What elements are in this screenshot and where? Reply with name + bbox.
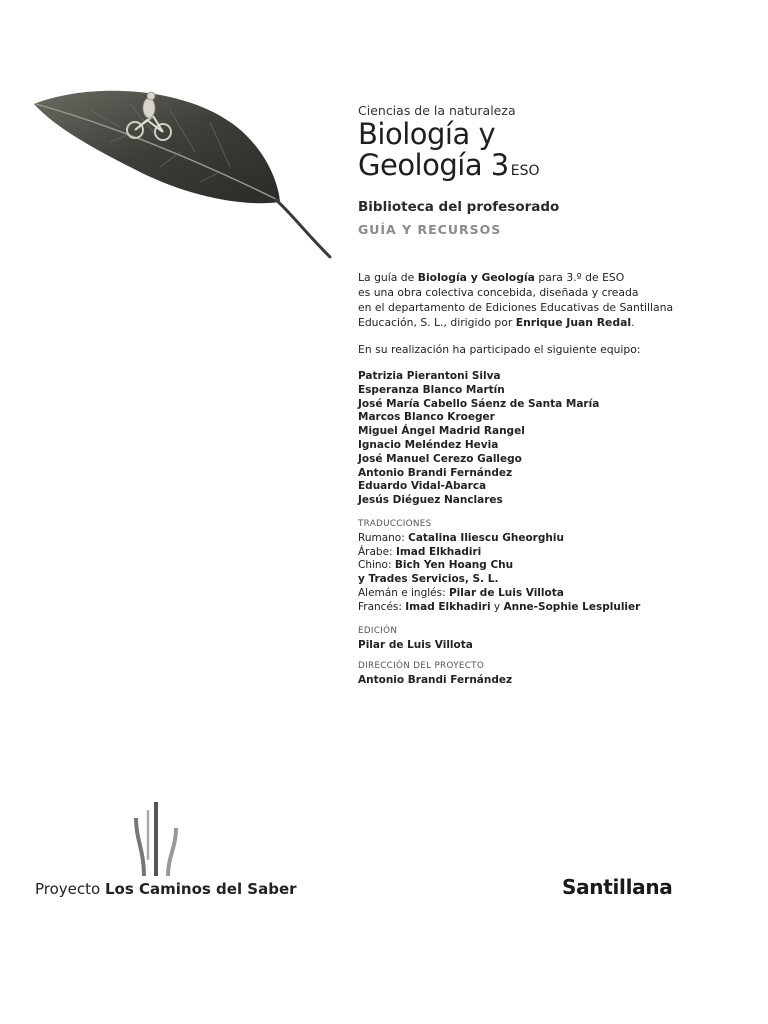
project-name <box>35 880 297 898</box>
language-label: Árabe: <box>358 545 396 558</box>
project-prefix: Proyecto <box>35 880 105 898</box>
title-line-2 <box>358 150 540 187</box>
publisher-logo: Santillana <box>562 875 673 899</box>
team-member: José Manuel Cerezo Gallego <box>358 452 522 465</box>
team-member: Antonio Brandi Fernández <box>358 466 513 479</box>
team-member: Miguel Ángel Madrid Rangel <box>358 425 525 438</box>
intro-text: . <box>631 316 635 329</box>
team-member: Esperanza Blanco Martín <box>358 383 505 396</box>
translator-name: Imad Elkhadiri <box>405 600 491 613</box>
translator-name: Anne-Sophie Lesplulier <box>503 600 641 613</box>
direction-label: DIRECCIÓN DEL PROYECTO <box>358 661 485 671</box>
library-label: Biblioteca del profesorado <box>358 199 560 215</box>
translator-name: Catalina Iliescu Gheorghiu <box>408 531 564 544</box>
intro-text: para 3.º de ESO <box>534 271 625 284</box>
team-member: Patrizia Pierantoni Silva <box>358 370 501 382</box>
intro-subject: Biología y Geología <box>417 271 535 284</box>
translator-name: y Trades Servicios, S. L. <box>358 573 499 586</box>
intro-text: en el departamento de Ediciones Educativas de Santillana <box>358 301 674 314</box>
team-member: José María Cabello Sáenz de Santa María <box>358 397 600 410</box>
translator-name: Pilar de Luis Villota <box>448 586 564 599</box>
direction-section <box>358 659 512 687</box>
team-member: Ignacio Meléndez Hevia <box>358 438 499 451</box>
language-label: Rumano: <box>358 531 409 544</box>
team-list <box>358 370 599 508</box>
language-label: Chino: <box>358 559 395 572</box>
leaf-with-cyclist-illustration <box>30 82 340 267</box>
translations-label: TRADUCCIONES <box>358 519 432 529</box>
conjunction: y <box>490 600 504 613</box>
translator-name: Bich Yen Hoang Chu <box>394 559 514 572</box>
translator-name: Imad Elkhadiri <box>395 545 482 558</box>
caminos-logo-icon <box>130 800 182 878</box>
project-title: Los Caminos del Saber <box>104 880 297 898</box>
language-label: Francés: <box>358 600 406 613</box>
subject-label: Ciencias de la naturaleza <box>358 103 516 118</box>
intro-text: es una obra colectiva concebida, diseñada y creada <box>358 286 639 299</box>
intro-paragraph <box>358 270 673 330</box>
edition-label: EDICIÓN <box>358 626 398 636</box>
book-title <box>358 119 540 187</box>
team-member: Jesús Diéguez Nanclares <box>358 494 503 507</box>
title-line-1: Biología y <box>358 117 496 151</box>
title-line-2-text: Geología 3 <box>358 148 509 182</box>
team-member: Eduardo Vidal-Abarca <box>358 480 487 493</box>
editor-name: Pilar de Luis Villota <box>358 639 473 651</box>
intro-text: La guía de <box>358 271 418 284</box>
language-label: Alemán e inglés: <box>358 586 449 599</box>
title-suffix: ESO <box>510 163 540 179</box>
translations-section <box>358 518 640 615</box>
team-intro: En su realización ha participado el siguiente equipo: <box>358 343 641 356</box>
edition-section <box>358 624 473 652</box>
director-name: Antonio Brandi Fernández <box>358 674 513 686</box>
team-member: Marcos Blanco Kroeger <box>358 411 495 424</box>
intro-text: Educación, S. L., dirigido por <box>358 316 516 329</box>
guide-label: GUÍA Y RECURSOS <box>358 222 502 237</box>
director-name: Enrique Juan Redal <box>515 316 632 329</box>
